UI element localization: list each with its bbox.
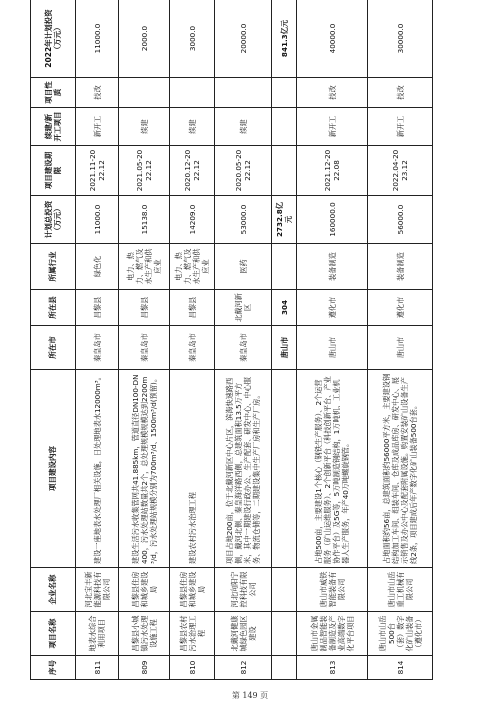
cell-city: 唐山市 <box>297 326 368 370</box>
subtotal-row <box>272 0 297 680</box>
cell-plan2022: 20000.0 <box>215 0 272 78</box>
cell-type: 新开工 <box>297 108 368 146</box>
cell-empty <box>272 146 297 196</box>
cell-name: 唐山市金属制品智能装备制造及产业高端数字化平台项目 <box>297 612 368 656</box>
cell-investment: 160000.0 <box>297 196 368 244</box>
cell-investment: 53000.0 <box>215 196 272 244</box>
header-type: 续建/新开工项目 <box>31 108 76 146</box>
cell-nature: 技改 <box>368 78 433 108</box>
page-number: 第 149 页 <box>231 691 269 700</box>
header-investment: 计划总投资（万元） <box>31 196 76 244</box>
table-row <box>297 0 368 680</box>
subtotal-city: 唐山市 <box>272 326 297 370</box>
cell-city: 秦皇岛市 <box>170 326 215 370</box>
cell-company: 昌黎县住房和城乡建设局 <box>119 568 170 612</box>
cell-period: 2020.05-2022.12 <box>215 146 272 196</box>
cell-empty <box>272 370 297 568</box>
cell-company: 唐山市山岳重工机械有限公司 <box>368 568 433 612</box>
header-county: 所在县 <box>31 290 76 326</box>
cell-period: 2021.05-2022.12 <box>119 146 170 196</box>
cell-nature: 技改 <box>76 78 119 108</box>
cell-investment: 14209.0 <box>170 196 215 244</box>
cell-county: 昌黎县 <box>76 290 119 326</box>
cell-empty <box>272 656 297 680</box>
cell-county: 昌黎县 <box>170 290 215 326</box>
cell-industry: 装备制造 <box>368 244 433 290</box>
cell-name: 昌黎县小城镇污水处理设施工程 <box>119 612 170 656</box>
header-plan2022: 2022年计划投资（万元） <box>31 0 76 78</box>
project-table <box>30 0 433 680</box>
cell-content: 项目占地200亩，位于北戴河新区中心片区，滨海快速路西侧，戴河北侧、秦皇海洋路西侧，总建筑面积13.5万平方米，其中一期建设行政办公、生产配套、研发中心、中心服务、物流仓储等，二期建设集中生产厂房和生产厂房。 <box>215 370 272 568</box>
cell-company: 昌黎县住房和城乡建设局 <box>170 568 215 612</box>
cell-name: 北戴河健康城绿色园区建设 <box>215 612 272 656</box>
header-seq: 序号 <box>31 656 76 680</box>
subtotal-count: 304 <box>272 290 297 326</box>
table-row <box>119 0 170 680</box>
cell-content: 建设农村污水治理工程 <box>170 370 215 568</box>
table-row <box>368 0 433 680</box>
header-company: 企业名称 <box>31 568 76 612</box>
cell-investment: 15138.0 <box>119 196 170 244</box>
cell-empty <box>272 108 297 146</box>
cell-seq: 814 <box>368 656 433 680</box>
cell-period: 2021.11-2022.12 <box>76 146 119 196</box>
cell-content: 占地面积约56亩，总建筑面积约56000平方米，主要建设钢结构加工车间、组装车间、仓库及成品库房、研发中心、展示销售及办公中心及配套附属设施。购置安装矿山设备生产线2条，项目建成后年产数字化矿山装备500台套。 <box>368 370 433 568</box>
cell-county: 北戴河新区 <box>215 290 272 326</box>
cell-investment: 11000.0 <box>76 196 119 244</box>
rotated-document <box>30 0 470 680</box>
subtotal-plan2022: 841.3亿元 <box>272 0 297 78</box>
cell-city: 秦皇岛市 <box>215 326 272 370</box>
cell-plan2022: 3000.0 <box>170 0 215 78</box>
cell-seq: 813 <box>297 656 368 680</box>
subtotal-investment: 2732.8亿元 <box>272 196 297 244</box>
cell-county: 遵化市 <box>368 290 433 326</box>
table-row <box>215 0 272 680</box>
cell-period: 2022.04-2023.12 <box>368 146 433 196</box>
cell-period: 2020.12-2022.12 <box>170 146 215 196</box>
cell-county: 昌黎县 <box>119 290 170 326</box>
cell-nature <box>119 78 170 108</box>
cell-type: 新开工 <box>368 108 433 146</box>
cell-empty <box>272 78 297 108</box>
cell-type: 续建 <box>119 108 170 146</box>
cell-plan2022: 40000.0 <box>297 0 368 78</box>
cell-industry: 医药 <box>215 244 272 290</box>
cell-empty <box>272 568 297 612</box>
table-header-row <box>31 0 76 680</box>
cell-nature <box>215 78 272 108</box>
cell-plan2022: 11000.0 <box>76 0 119 78</box>
cell-seq: 811 <box>76 656 119 680</box>
cell-company: 河北宝丰新能源科技有限公司 <box>76 568 119 612</box>
cell-empty <box>272 612 297 656</box>
header-name: 项目名称 <box>31 612 76 656</box>
header-nature: 项目性质 <box>31 78 76 108</box>
cell-industry: 绿色化 <box>76 244 119 290</box>
header-period: 项目建设期限 <box>31 146 76 196</box>
header-content: 项目建设内容 <box>31 370 76 568</box>
cell-city: 唐山市 <box>368 326 433 370</box>
cell-nature <box>170 78 215 108</box>
cell-city: 秦皇岛市 <box>119 326 170 370</box>
cell-industry: 电力、热力、燃气及水生产和供应业 <box>170 244 215 290</box>
cell-content: 占地500亩，主要建设1个核心（钢铁生产服务）、2个运营服务（矿山运维服务）、2个创新平台（科技创新平台、产业协作平台）及5G等，5万吨制造钢结构，1万吨机、工业机器人生产服务，年产40万吨螺旋钢管。 <box>297 370 368 568</box>
cell-company: 河北向阳宁控科技有限公司 <box>215 568 272 612</box>
cell-period: 2021.12-2022.08 <box>297 146 368 196</box>
cell-type: 续建 <box>170 108 215 146</box>
cell-name: 唐山市山岳500台（套）数字化矿山装备（遵化市） <box>368 612 433 656</box>
cell-name: 昌黎县农村污水治理工程 <box>170 612 215 656</box>
cell-empty <box>272 244 297 290</box>
header-city: 所在市 <box>31 326 76 370</box>
cell-plan2022: 30000.0 <box>368 0 433 78</box>
cell-industry: 电力、热力、燃气及水生产和供应业 <box>119 244 170 290</box>
cell-seq: 812 <box>215 656 272 680</box>
table-row <box>76 0 119 680</box>
cell-city: 秦皇岛市 <box>76 326 119 370</box>
cell-type: 新开工 <box>76 108 119 146</box>
cell-nature: 技改 <box>297 78 368 108</box>
header-industry: 所属行业 <box>31 244 76 290</box>
table-row <box>170 0 215 680</box>
cell-content: 建设生活污水收集管网共41.885km，管道直径DN100-DN400，污水处理站数量共2个，总处理规模规模达到2200m³/d，污水处理站规模分别为700m³/d、1500m³/d(预留)。 <box>119 370 170 568</box>
cell-seq: 809 <box>119 656 170 680</box>
cell-type: 续建 <box>215 108 272 146</box>
cell-investment: 56000.0 <box>368 196 433 244</box>
cell-county: 遵化市 <box>297 290 368 326</box>
cell-industry: 装备制造 <box>297 244 368 290</box>
cell-content: 建设一座地表水处理厂相关设施，日处理地表水12000m³。 <box>76 370 119 568</box>
cell-seq: 810 <box>170 656 215 680</box>
cell-company: 唐山市威铁智能装备有限公司 <box>297 568 368 612</box>
cell-name: 地表水综合利用项目 <box>76 612 119 656</box>
cell-plan2022: 2000.0 <box>119 0 170 78</box>
